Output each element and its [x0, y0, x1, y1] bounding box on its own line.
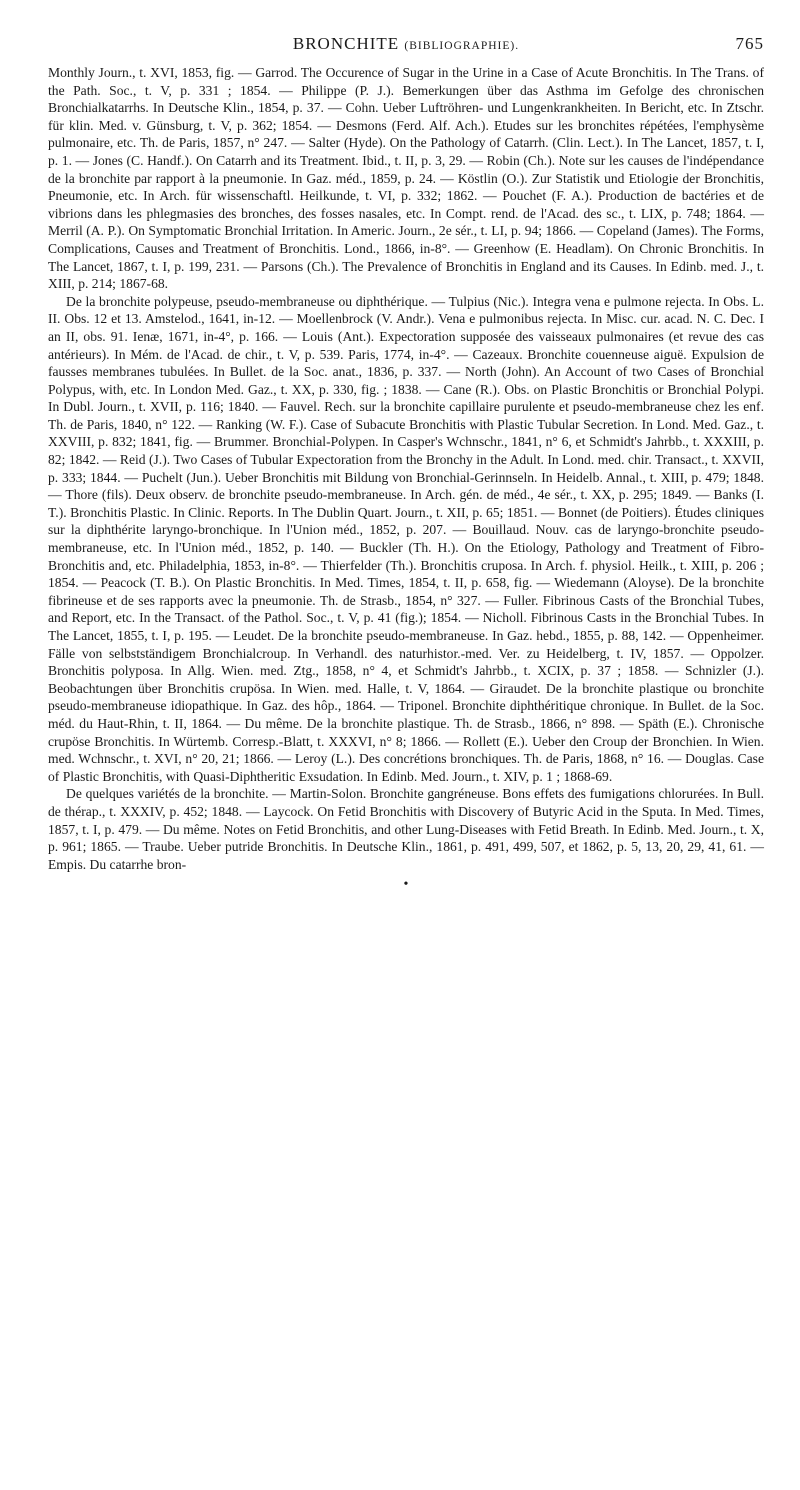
bibliography-paragraph: Monthly Journ., t. XVI, 1853, fig. — Garrod. The Occurence of Sugar in the Urine in a Case of Acute Bronchitis. In The Trans. of the Path. Soc., t. V, p. 331 ; 1854. — Philippe (P. J.). Bemerkungen über das Asthma im Gefolge des chronischen Bronchialkatarrhs. In Deutsche Klin., 1854, p. 37. — Cohn. Ueber Luftröhren- und Lungenkrankheiten. In Bericht, etc. In Ztschr. für klin. Med. v. Günsburg, t. V, p. 362; 1854. — Desmons (Ferd. Alf. Ach.). Etudes sur les bronchites répétées, l'emphysème pulmonaire, etc. Th. de Paris, 1857, n° 247. — Salter (Hyde). On the Pathology of Catarrh. (Clin. Lect.). In The Lancet, 1857, t. I, p. 1. — Jones (C. Handf.). On Catarrh and its Treatment. Ibid., t. II, p. 3, 29. — Robin (Ch.). Note sur les causes de l'indépendance de la bronchite par rapport à la pneumonie. In Gaz. méd., 1859, p. 24. — Köstlin (O.). Zur Statistik und Etiologie der Bronchitis, Pneumonie, etc. In Arch. für wissenschaftl. Heilkunde, t. VI, p. 332; 1862. — Pouchet (F. A.). Production de bactéries et de vibrions dans les phlegmasies des bronches, des fosses nasales, etc. In Compt. rend. de l'Acad. des sc., t. LIX, p. 748; 1864. — Merril (A. P.). On Symptomatic Bronchial Irritation. In Americ. Journ., 2e sér., t. LI, p. 94; 1866. — Copeland (James). The Forms, Complications, Causes and Treatment of Bronchitis. Lond., 1866, in-8°. — Greenhow (E. Headlam). On Chronic Bronchitis. In The Lancet, 1867, t. I, p. 199, 231. — Parsons (Ch.). The Prevalence of Bronchitis in England and its Causes. In Edinb. med. J., t. XIII, p. 214; 1867-68.: [48, 65, 764, 292]
page-header: [48, 34, 764, 64]
bibliography-text: [48, 64, 764, 873]
page-number: 765: [735, 34, 764, 53]
running-title-main: BRONCHITE: [292, 34, 400, 53]
running-title: [48, 34, 764, 54]
bibliography-paragraph: De la bronchite polypeuse, pseudo-membraneuse ou diphthérique. — Tulpius (Nic.). Integra vena e pulmone rejecta. In Obs. L. II. Obs. 12 et 13. Amstelod., 1641, in-12. — Moellenbrock (V. Andr.). Vena e pulmonibus rejecta. In Misc. cur. acad. N. C. Dec. I an II, obs. 91. Ienæ, 1671, in-4°, p. 166. — Louis (Ant.). Expectoration supposée des vaisseaux pulmonaires (et revue des cas antérieurs). In Mém. de l'Acad. de chir., t. V, p. 539. Paris, 1774, in-4°. — Cazeaux. Bronchite couenneuse aiguë. Expulsion de fausses membranes tubulées. In Bullet. de la Soc. anat., 1836, p. 337. — North (John). An Account of two Cases of Bronchial Polypus, with, etc. In London Med. Gaz., t. XX, p. 330, fig. ; 1838. — Cane (R.). Obs. on Plastic Bronchitis or Bronchial Polypi. In Dubl. Journ., t. XVII, p. 116; 1840. — Fauvel. Rech. sur la bronchite capillaire purulente et pseudo-membraneuse chez les enf. Th. de Paris, 1840, n° 122. — Ranking (W. F.). Case of Subacute Bronchitis with Plastic Tubular Secretion. In Lond. Med. Gaz., t. XXVIII, p. 832; 1841, fig. — Brummer. Bronchial-Polypen. In Casper's Wchnschr., 1841, n° 6, et Schmidt's Jahrbb., t. XXXIII, p. 82; 1842. — Reid (J.). Two Cases of Tubular Expectoration from the Bronchy in the Adult. In Lond. med. chir. Transact., t. XXVII, p. 333; 1844. — Puchelt (Jun.). Ueber Bronchitis mit Bildung von Bronchial-Gerinnseln. In Heidelb. Annal., t. XIII, p. 479; 1848. — Thore (fils). Deux observ. de bronchite pseudo-membraneuse. In Arch. gén. de méd., 4e sér., t. XX, p. 295; 1849. — Banks (I. T.). Bronchitis Plastic. In Clinic. Reports. In The Dublin Quart. Journ., t. XII, p. 65; 1851. — Bonnet (de Poitiers). Études cliniques sur la diphthérite laryngo-bronchique. In l'Union méd., 1852, p. 207. — Bouillaud. Nouv. cas de laryngo-bronchite pseudo-membraneuse, etc. In l'Union méd., 1852, p. 140. — Buckler (Th. H.). On the Etiology, Pathology and Treatment of Fibro-Bronchitis and, etc. Philadelphia, 1853, in-8°. — Thierfelder (Th.). Bronchitis cruposa. In Arch. f. physiol. Heilk., t. XIII, p. 206 ; 1854. — Peacock (T. B.). On Plastic Bronchitis. In Med. Times, 1854, t. II, p. 658, fig. — Wiedemann (Aloyse). De la bronchite fibrineuse et de ses rapports avec la pneumonie. Th. de Strasb., 1854, n° 327. — Fuller. Fibrinous Casts of the Bronchial Tubes, and Report, etc. In the Transact. of the Pathol. Soc., t. V, p. 41 (fig.); 1854. — Nicholl. Fibrinous Casts in the Bronchial Tubes. In The Lancet, 1855, t. I, p. 195. — Leudet. De la bronchite pseudo-membraneuse. In Gaz. hebd., 1855, p. 88, 142. — Oppenheimer. Fälle von selbstständigem Bronchialcroup. In Verhandl. des naturhistor.-med. Ver. zu Heidelberg, t. IV, 1857. — Oppolzer. Bronchitis polyposa. In Allg. Wien. med. Ztg., 1858, n° 4, et Schmidt's Jahrbb., t. XCIX, p. 37 ; 1858. — Schnizler (J.). Beobachtungen über Bronchitis crupösa. In Wien. med. Halle, t. V, 1864. — Giraudet. De la bronchite plastique ou bronchite pseudo-membraneuse idiopathique. In Gaz. des hôp., 1864. — Triponel. Bronchite diphthéritique chronique. In Bullet. de la Soc. méd. du Haut-Rhin, t. II, 1864. — Du même. De la bronchite plastique. Th. de Strasb., 1866, n° 898. — Späth (E.). Chronische crupöse Bronchitis. In Würtemb. Corresp.-Blatt, t. XXXVI, n° 8; 1866. — Rollett (E.). Ueber den Croup der Bronchien. In Wien. med. Wchnschr., t. XVI, n° 20, 21; 1866. — Leroy (L.). Des concrétions bronchiques. Th. de Paris, 1868, n° 16. — Douglas. Case of Plastic Bronchitis, with Quasi-Diphtheritic Exsudation. In Edinb. Med. Journ., t. XIV, p. 1 ; 1868-69.: [48, 293, 764, 784]
footer-mark: •: [403, 877, 409, 893]
bibliography-paragraph: De quelques variétés de la bronchite. — Martin-Solon. Bronchite gangréneuse. Bons effets des fumigations chlorurées. In Bull. de thérap., t. XXXIV, p. 452; 1848. — Laycock. On Fetid Bronchitis with Discovery of Butyric Acid in the Sputa. In Med. Times, 1857, t. I, p. 479. — Du même. Notes on Fetid Bronchitis, and other Lung-Diseases with Fetid Breath. In Edinb. Med. Journ., t. X, p. 961; 1865. — Traube. Ueber putride Bronchitis. In Deutsche Klin., 1861, p. 491, 499, 507, et 1862, p. 5, 13, 20, 29, 41, 61. — Empis. Du catarrhe bron-: [48, 786, 764, 872]
running-title-sub: (BIBLIOGRAPHIE).: [404, 40, 520, 52]
